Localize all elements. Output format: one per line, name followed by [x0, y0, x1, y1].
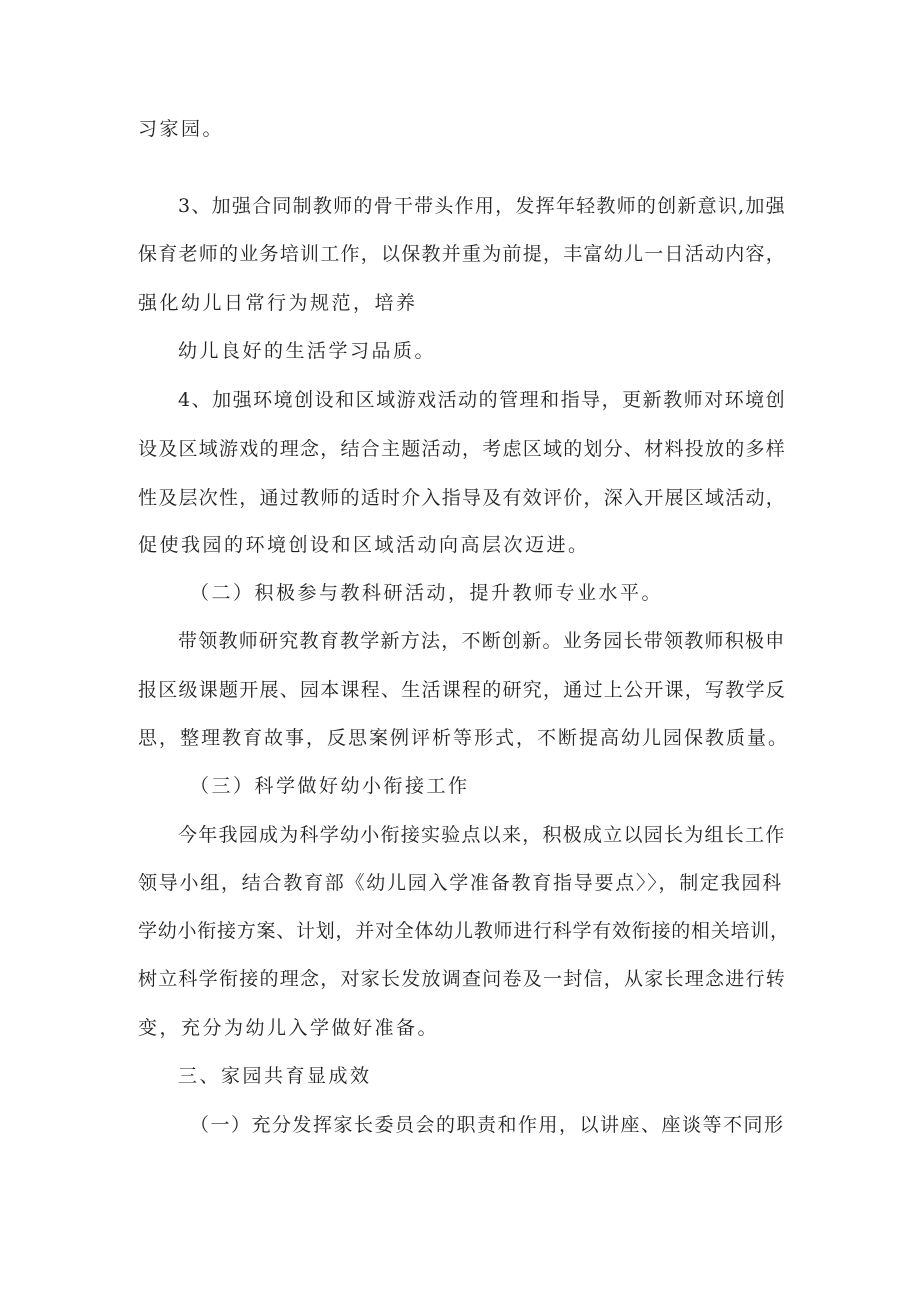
text-line: 今年我园成为科学幼小衔接实验点以来，积极成立以园长为组长工作 [178, 824, 786, 846]
chapter-heading-3: 三、家园共育显成效 [178, 1065, 372, 1087]
section-heading-2: （二）积极参与教科研活动，提升教师专业水平。 [190, 582, 664, 604]
text-line: 促使我园的环境创设和区域活动向高层次迈进。 [138, 534, 590, 556]
paragraph-3-start: 3、加强合同制教师的骨干带头作用，发挥年轻教师的创新意识,加强 [178, 195, 786, 217]
text-line: 带领教师研究教育教学新方法，不断创新。业务园长带领教师积极申 [178, 630, 786, 652]
text-line: 性及层次性，通过教师的适时介入指导及有效评价，深入开展区域活动， [138, 487, 787, 509]
text-line: 强化幼儿日常行为规范，培养 [138, 292, 418, 314]
text-line: 学幼小衔接方案、计划，并对全体幼儿教师进行科学有效衔接的相关培训， [138, 920, 790, 942]
text-line: 领导小组，结合教育部《幼儿园入学准备教育指导要点〉〉，制定我园科 [138, 872, 784, 894]
text-line: 思，整理教育故事，反思案例评析等形式，不断提高幼儿园保教质量。 [138, 727, 790, 749]
section-heading-3: （三）科学做好幼小衔接工作 [190, 775, 470, 797]
text-line: 报区级课题开展、园本课程、生活课程的研究，通过上公开课，写教学反 [138, 679, 787, 701]
text-line: 设及区域游戏的理念，结合主题活动，考虑区域的划分、材料投放的多样 [138, 438, 787, 460]
text-line: 习家园。 [138, 118, 225, 140]
text-line: 幼儿良好的生活学习品质。 [178, 340, 437, 362]
text-line: 保育老师的业务培训工作，以保教并重为前提，丰富幼儿一日活动内容， [138, 243, 787, 265]
text-line: 树立科学衔接的理念，对家长发放调查问卷及一封信，从家长理念进行转 [138, 968, 787, 990]
text-line: 变，充分为幼儿入学做好准备。 [138, 1017, 440, 1039]
paragraph-4-start: 4、加强环境创设和区域游戏活动的管理和指导，更新教师对环境创 [178, 389, 787, 411]
section-heading-1: （一）充分发挥家长委员会的职责和作用，以讲座、座谈等不同形 [190, 1114, 785, 1136]
